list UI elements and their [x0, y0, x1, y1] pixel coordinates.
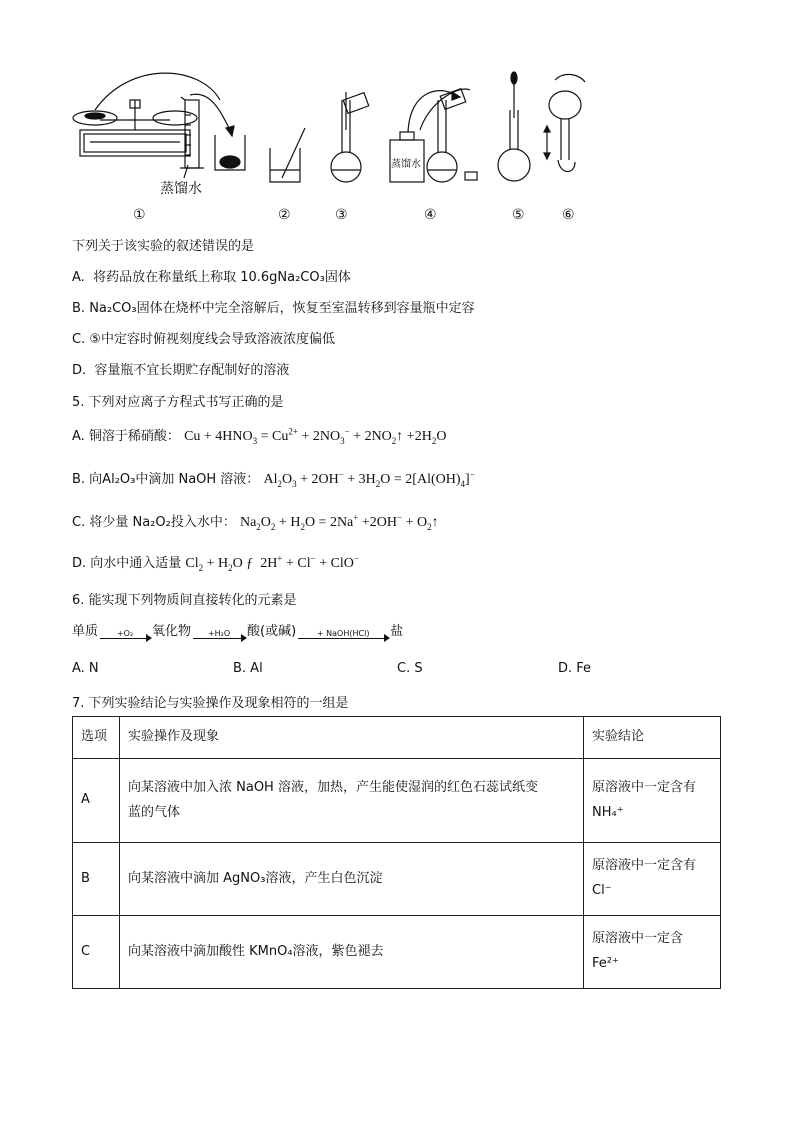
q6-option-d: D. Fe	[558, 661, 592, 676]
row-option: A	[73, 759, 120, 843]
table-header-row	[73, 717, 721, 759]
q7-stem: 7. 下列实验结论与实验操作及现象相符的一组是	[72, 696, 349, 711]
q5-option-a: A. 铜溶于稀硝酸： $Cu + 4HNO_3 = Cu^{2+} + 2NO_3^-$ + $2NO_2↑ +2H_2O$	[72, 426, 447, 446]
q4-option-c: C. ⑤中定容时俯视刻度线会导致溶液浓度偏低	[72, 332, 336, 347]
volumetric-flask-transfer-icon	[331, 92, 369, 182]
header-option: 选项	[73, 717, 120, 759]
q6-option-c: C. S	[397, 661, 423, 676]
q6-option-b: B. Al	[233, 661, 263, 676]
header-conclusion: 实验结论	[584, 717, 721, 759]
row-conclusion: 原溶液中一定含 Fe²⁺	[584, 916, 721, 989]
volumetric-flask-rinse-icon	[427, 89, 477, 182]
row-option: B	[73, 843, 120, 916]
q6-arrow-3: + NaOH(HCl)	[298, 630, 388, 639]
q5-option-c: C. 将少量 Na₂O₂投入水中： $Na_2O_2 + H_2O = 2Na^+ +2OH^-$ + $O_2↑$	[72, 512, 439, 532]
beaker-stirring-icon	[270, 128, 305, 182]
step-label-1: ①	[133, 207, 146, 223]
table-row	[73, 759, 721, 843]
q6-chain: 单质 +O₂ 氧化物 +H₂O 酸(或碱) + NaOH(HCl) 盐	[72, 624, 404, 639]
table-row	[73, 916, 721, 989]
flask-dropper-icon	[498, 72, 530, 181]
q5-equation-c: $Na_2O_2 + H_2O = 2Na^+ +2OH^-$ + $O_2↑$	[239, 512, 439, 532]
graduated-cylinder-icon	[180, 97, 204, 178]
row-conclusion: 原溶液中一定含有 Cl⁻	[584, 843, 721, 916]
q4-stem: 下列关于该实验的叙述错误的是	[72, 239, 255, 254]
beaker-solid-icon	[215, 135, 245, 170]
q4-option-a: A. 将药品放在称量纸上称取 10.6gNa₂CO₃固体	[72, 270, 351, 285]
row-conclusion: 原溶液中一定含有 NH₄⁺	[584, 759, 721, 843]
step-label-3: ③	[335, 207, 348, 223]
q5-option-d: D. 向水中通入适量 $Cl_2 + H_2O$ ƒ 2H+ + Cl− + ClO−	[72, 553, 359, 573]
q4-option-b: B. Na₂CO₃固体在烧杯中完全溶解后，恢复至室温转移到容量瓶中定容	[72, 301, 475, 316]
balance-icon	[73, 100, 197, 156]
row-operation: 向某溶液中滴加 AgNO₃溶液，产生白色沉淀	[120, 843, 584, 916]
q6-arrow-2: +H₂O	[193, 630, 245, 639]
bottle-label: 蒸馏水	[391, 159, 421, 170]
step-label-4: ④	[424, 207, 437, 223]
q5-equation-a: $Cu + 4HNO_3 = Cu^{2+} + 2NO_3^-$ + $2NO_2↑ +2H_2O$	[184, 426, 447, 446]
apparatus-figure	[60, 70, 620, 190]
table-row	[73, 843, 721, 916]
q6-stem: 6. 能实现下列物质间直接转化的元素是	[72, 593, 297, 608]
distilled-water-label: 蒸馏水	[160, 181, 202, 197]
row-operation: 向某溶液中滴加酸性 KMnO₄溶液，紫色褪去	[120, 916, 584, 989]
q5-stem: 5. 下列对应离子方程式书写正确的是	[72, 395, 284, 410]
step-label-6: ⑥	[562, 207, 575, 223]
q6-arrow-1: +O₂	[100, 630, 150, 639]
header-operation: 实验操作及现象	[120, 717, 584, 759]
flask-inverting-icon	[544, 74, 585, 171]
q5-option-b: B. 向Al₂O₃中滴加 NaOH 溶液： $Al_2O_3 + 2OH^- + 3H_2O = 2[Al(OH)_4]^-$	[72, 469, 475, 489]
row-operation: 向某溶液中加入浓 NaOH 溶液，加热，产生能使湿润的红色石蕊试纸变 蓝的气体	[120, 759, 584, 843]
q4-option-d: D. 容量瓶不宜长期贮存配制好的溶液	[72, 363, 290, 378]
q5-equation-d: $Cl_2 + H_2O$ ƒ 2H+ + Cl− + ClO−	[185, 553, 359, 573]
row-option: C	[73, 916, 120, 989]
q5-equation-b: $Al_2O_3 + 2OH^- + 3H_2O = 2[Al(OH)_4]^-$	[263, 469, 475, 489]
step-label-5: ⑤	[512, 207, 525, 223]
experiment-table	[72, 716, 721, 989]
q6-option-a: A. N	[72, 661, 99, 676]
step-label-2: ②	[278, 207, 291, 223]
